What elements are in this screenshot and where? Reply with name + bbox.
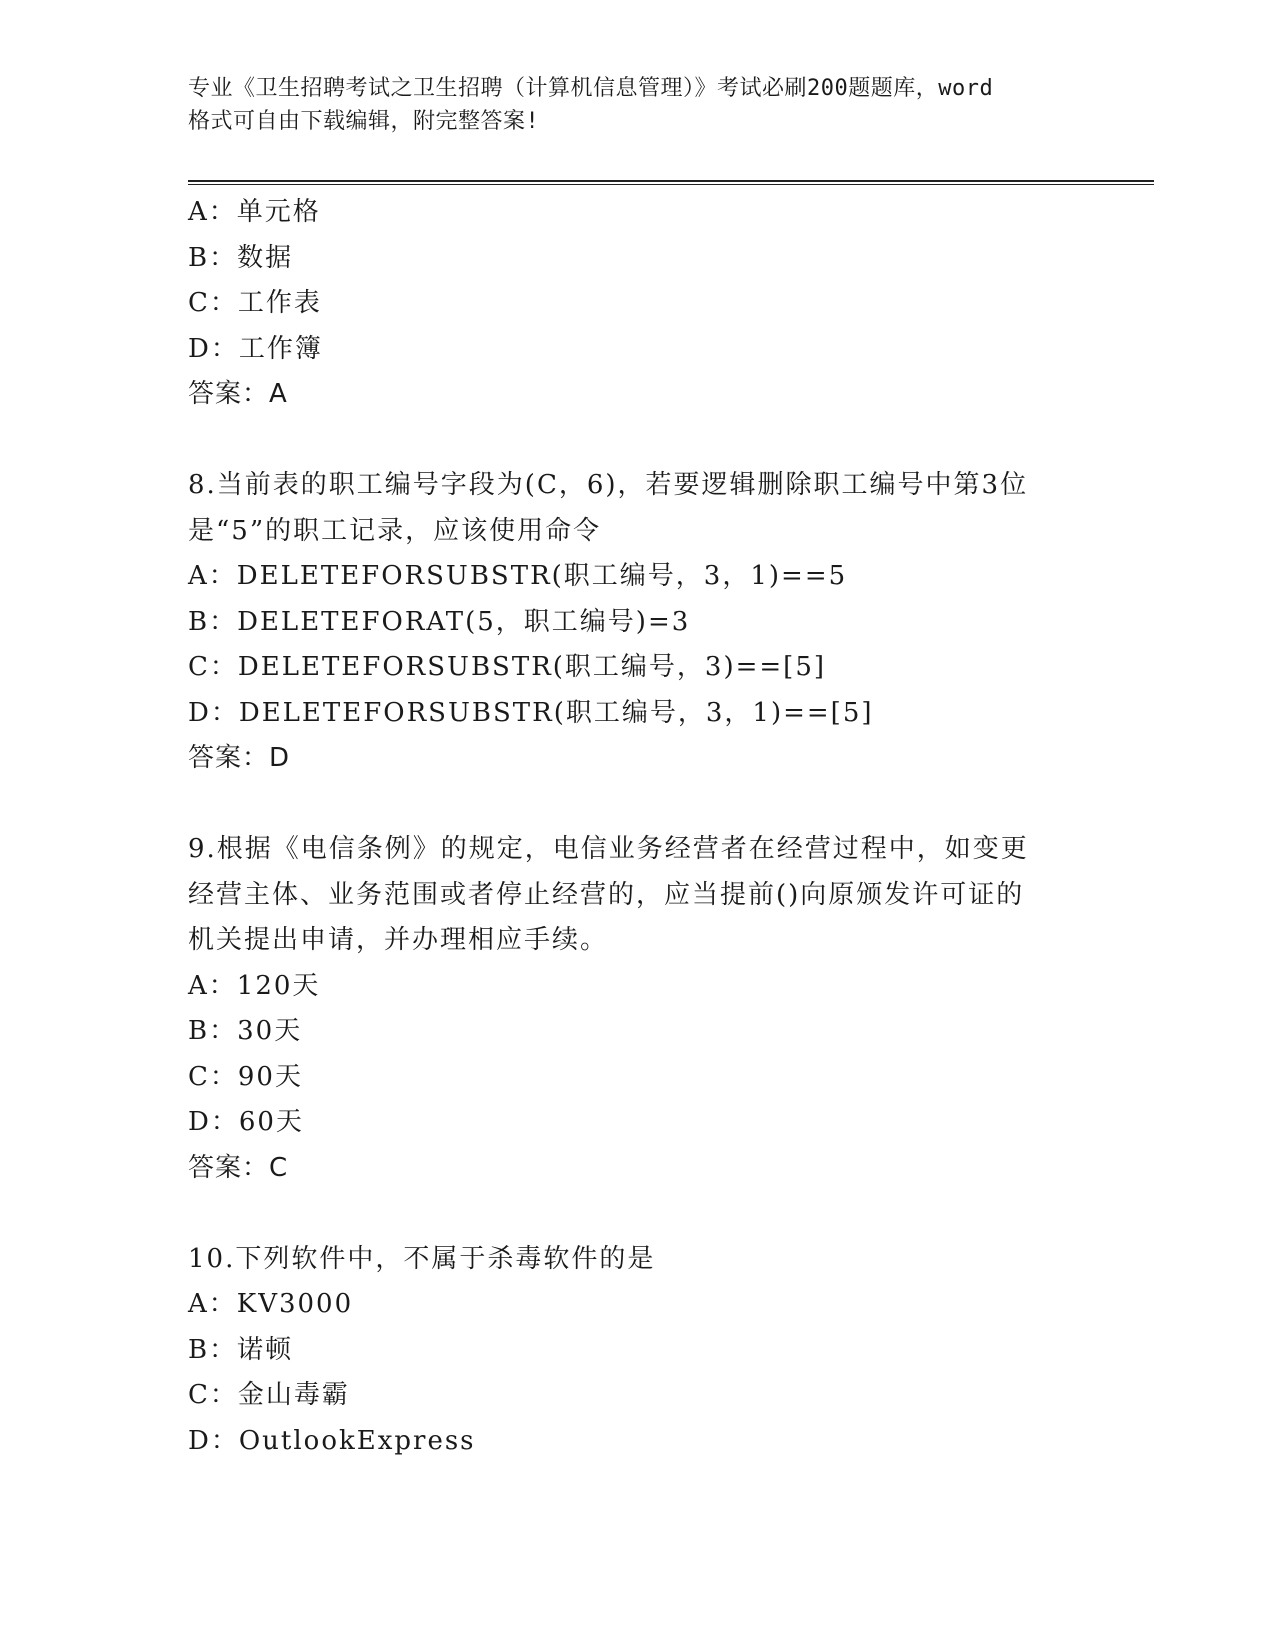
question-stem-line: 是“5”的职工记录，应该使用命令 [188, 515, 602, 546]
option-d: D：DELETEFORSUBSTR(职工编号，3，1)==[5] [188, 697, 874, 728]
option-d: D：60天 [188, 1107, 304, 1137]
option-b: B：30天 [188, 1016, 303, 1046]
question-stem-line: 经营主体、业务范围或者停止经营的，应当提前()向原颁发许可证的 [188, 879, 1025, 910]
spacer [188, 782, 1088, 828]
question-stem-line: 9.根据《电信条例》的规定，电信业务经营者在经营过程中，如变更 [188, 834, 1029, 864]
spacer [188, 1191, 1088, 1237]
question-list [188, 190, 1088, 1464]
document-header [188, 72, 1088, 138]
option-c: C：金山毒霸 [188, 1380, 350, 1410]
question-stem-line: 8.当前表的职工编号字段为(C，6)，若要逻辑删除职工编号中第3位 [188, 470, 1029, 500]
question-stem-line: 机关提出申请，并办理相应手续。 [188, 925, 609, 955]
option-b: B：诺顿 [188, 1334, 294, 1365]
question-7 [188, 190, 1088, 418]
answer-line: 答案：D [188, 743, 291, 773]
header-line-2: 格式可自由下载编辑，附完整答案! [188, 109, 540, 134]
spacer [188, 418, 1088, 464]
option-a: A：KV3000 [188, 1289, 354, 1319]
option-d: D：OutlookExpress [188, 1425, 476, 1456]
option-d: D：工作簿 [188, 333, 323, 364]
question-10 [188, 1237, 1088, 1465]
option-c: C：工作表 [188, 288, 322, 318]
option-a: A：120天 [188, 970, 321, 1001]
answer-line: 答案：C [188, 1152, 289, 1183]
option-b: B：数据 [188, 242, 294, 273]
option-b: B：DELETEFORAT(5，职工编号)=3 [188, 606, 691, 637]
header-divider-thin [188, 184, 1154, 185]
option-c: C：DELETEFORSUBSTR(职工编号，3)==[5] [188, 652, 827, 682]
header-line-1: 专业《卫生招聘考试之卫生招聘（计算机信息管理）》考试必刷200题题库，word [188, 76, 994, 101]
question-8 [188, 463, 1088, 782]
option-a: A：DELETEFORSUBSTR(职工编号，3，1)==5 [188, 561, 848, 591]
question-9 [188, 827, 1088, 1191]
answer-line: 答案：A [188, 379, 288, 409]
option-a: A：单元格 [188, 197, 321, 227]
question-stem-line: 10.下列软件中，不属于杀毒软件的是 [188, 1243, 656, 1274]
option-c: C：90天 [188, 1061, 303, 1092]
header-divider-thick [188, 180, 1154, 182]
